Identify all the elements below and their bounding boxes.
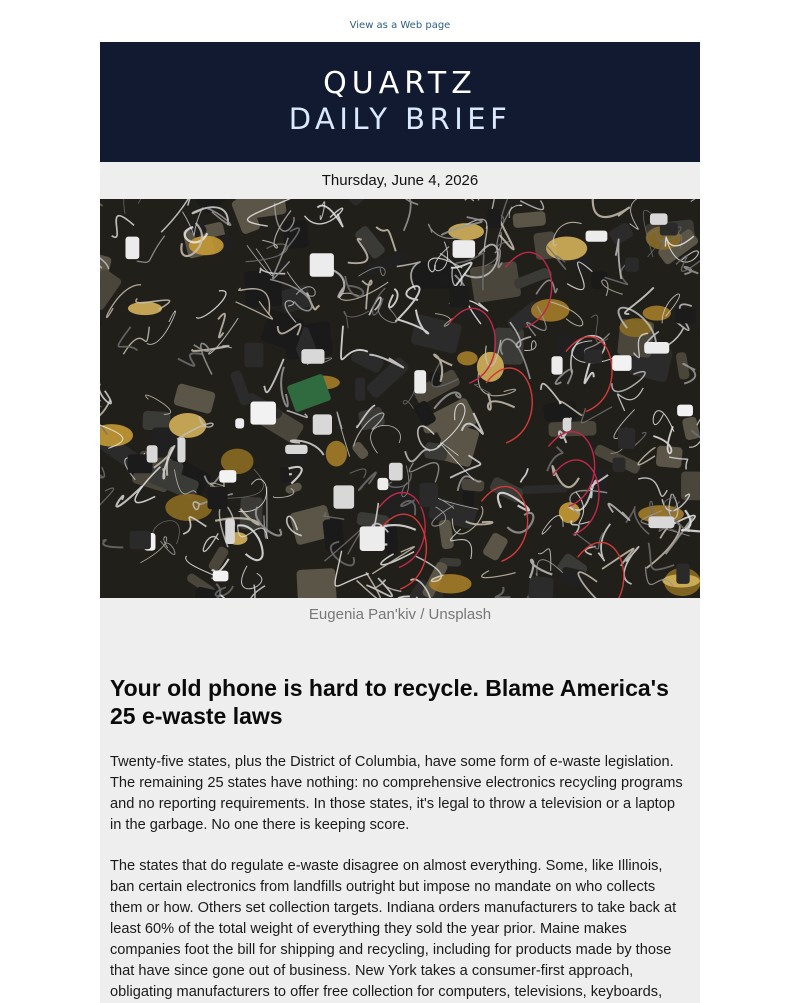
- masthead: [100, 42, 700, 162]
- image-credit: Eugenia Pan'kiv / Unsplash: [100, 598, 700, 656]
- article-paragraph-1: Twenty-five states, plus the District of Columbia, have some form of e-waste legislation. The remaining 25 states have nothing: no comprehensive electronics recycling programs and no reporting requirements. In those states, it's legal to throw a television or a laptop in the garbage. No one there is keeping score.: [110, 752, 690, 836]
- issue-date: Thursday, June 4, 2026: [100, 162, 700, 199]
- web-view-bar: [0, 0, 800, 42]
- view-as-web-page-link[interactable]: View as a Web page: [350, 20, 451, 31]
- article-paragraph-2: The states that do regulate e-waste disagree on almost everything. Some, like Illinois, ban certain electronics from landfills outright but impose no mandate on who collects them or how. Others set collection targets. Indiana orders manufacturers to take back at least 60% of the total weight of everything they sold the year prior. Maine makes companies foot the bill for shipping and recycling, including for products made by those that have since gone out of business. New York takes a consumer-first approach, obligating manufacturers to offer free collection for computers, televisions, keyboards,: [110, 856, 690, 1003]
- hero-image: [100, 199, 700, 598]
- article: [100, 656, 700, 1003]
- article-headline: Your old phone is hard to recycle. Blame America's 25 e-waste laws: [110, 674, 690, 730]
- brand-subtitle: DAILY BRIEF: [289, 101, 512, 137]
- newsletter-container: [100, 42, 700, 1003]
- brand-name: QUARTZ: [323, 67, 477, 101]
